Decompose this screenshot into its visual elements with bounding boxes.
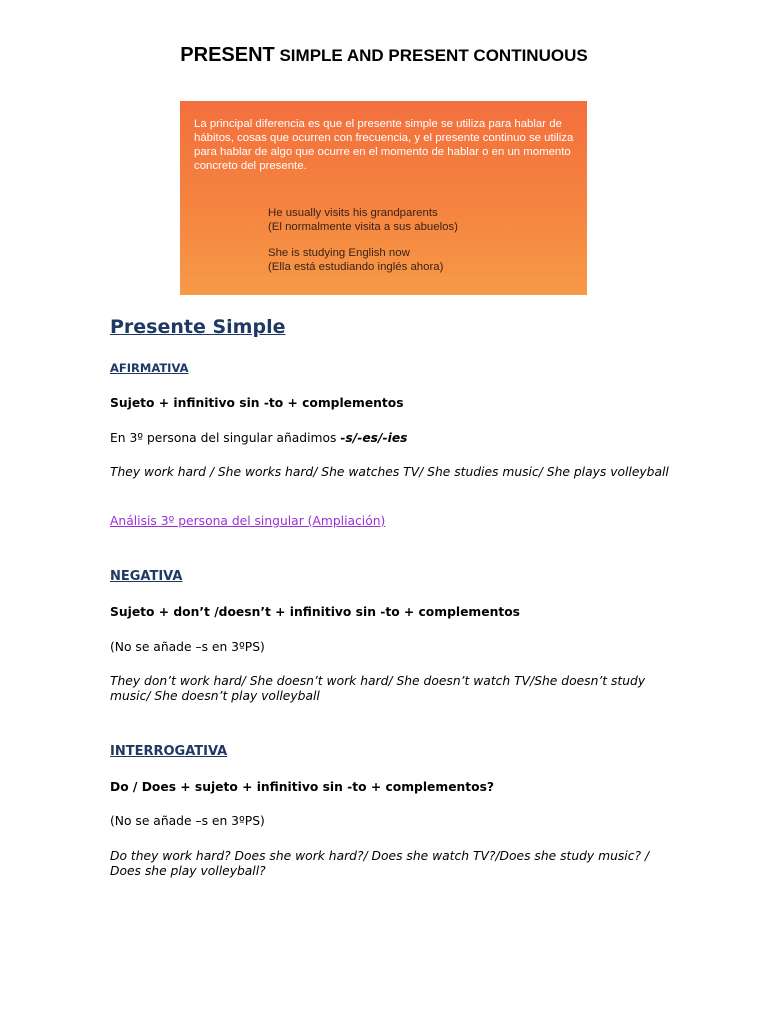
image-example-1 xyxy=(268,206,458,234)
afirmativa-note-suffix: -s/-es/-ies xyxy=(340,431,408,445)
afirmativa-rule: Sujeto + infinitivo sin -to + complementos xyxy=(110,396,404,410)
image-intro-text: La principal diferencia es que el presente simple se utiliza para hablar de hábitos, cosas que ocurren con frecuencia, y el presente continuo se utiliza para hablar de algo que ocurre en el momento de hablar o en un momento concreto del presente. xyxy=(194,118,574,172)
title-part-2: SIMPLE AND PRESENT CONTINUOUS xyxy=(274,46,588,65)
afirmativa-heading: AFIRMATIVA xyxy=(110,361,189,375)
negativa-examples: They don’t work hard/ She doesn’t work hard/ She doesn’t watch TV/She doesn’t study music/ She doesn’t play volleyball xyxy=(110,674,646,703)
title-part-1: PRESENT xyxy=(180,44,275,66)
negativa-rule: Sujeto + don’t /doesn’t + infinitivo sin -to + complementos xyxy=(110,605,520,619)
image-example-1-english: He usually visits his grandparents xyxy=(268,207,438,219)
afirmativa-examples: They work hard / She works hard/ She watches TV/ She studies music/ She plays volleyball xyxy=(110,465,669,479)
interrogativa-note: (No se añade –s en 3ºPS) xyxy=(110,814,265,828)
ampliacion-link[interactable]: Análisis 3º persona del singular (Ampliación) xyxy=(110,514,386,528)
image-example-2-spanish: (Ella está estudiando inglés ahora) xyxy=(268,261,444,273)
page-title xyxy=(0,44,768,67)
image-example-2-english: She is studying English now xyxy=(268,247,410,259)
interrogativa-rule: Do / Does + sujeto + infinitivo sin -to + complementos? xyxy=(110,780,495,794)
section-title: Presente Simple xyxy=(110,316,286,338)
negativa-heading: NEGATIVA xyxy=(110,569,183,584)
explanation-image xyxy=(180,101,587,295)
image-example-1-spanish: (El normalmente visita a sus abuelos) xyxy=(268,221,458,233)
interrogativa-heading: INTERROGATIVA xyxy=(110,744,228,759)
negativa-note: (No se añade –s en 3ºPS) xyxy=(110,640,265,654)
image-example-2 xyxy=(268,246,443,274)
afirmativa-note-prefix: En 3º persona del singular añadimos xyxy=(110,431,341,445)
afirmativa-note xyxy=(110,431,670,446)
interrogativa-examples: Do they work hard? Does she work hard?/ Does she watch TV?/Does she study music? / Does she play volleyball? xyxy=(110,849,650,878)
